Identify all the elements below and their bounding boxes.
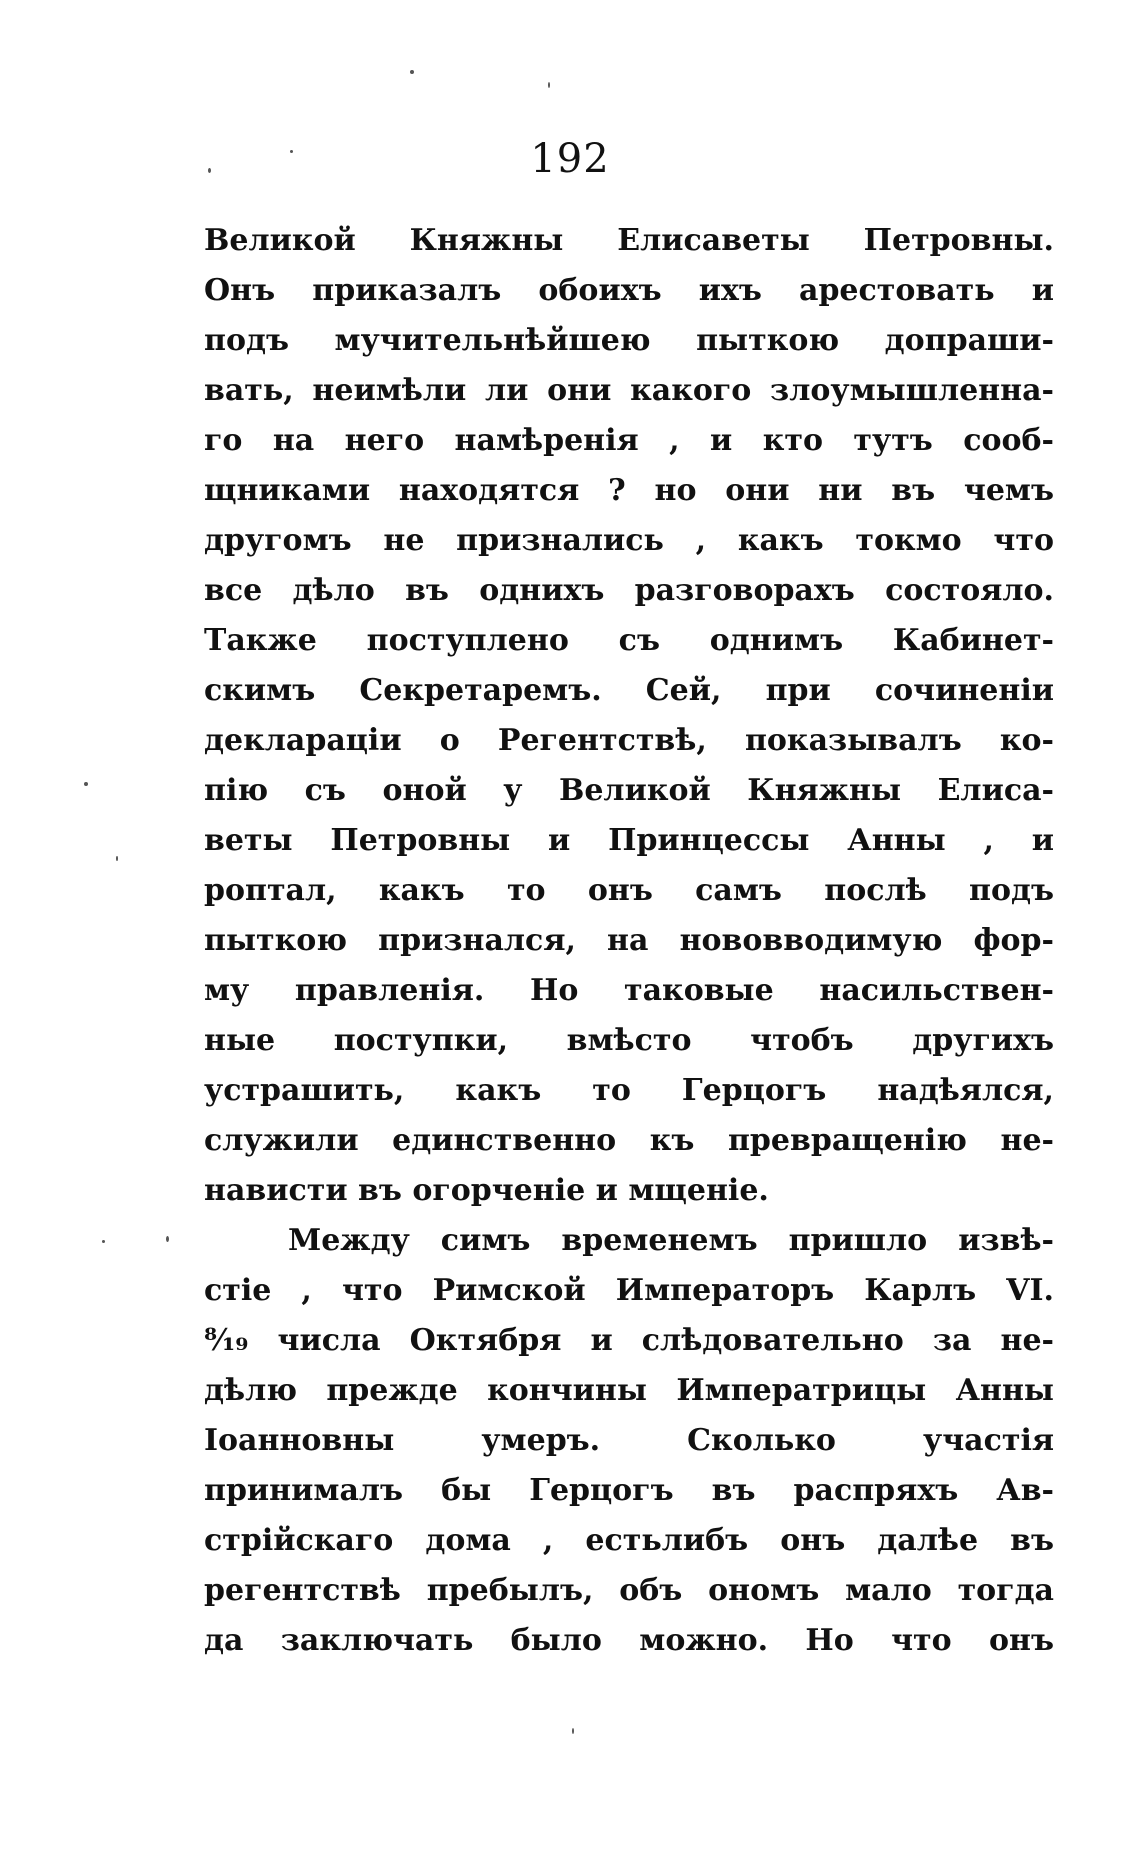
text-line: веты Петровны и Принцессы Анны , и	[204, 823, 1054, 858]
scan-speck	[84, 782, 88, 786]
text-line: ⁸⁄₁₉ числа Октября и слѣдовательно за не-	[204, 1323, 1054, 1358]
scan-speck	[208, 168, 211, 173]
text-line: служили единственно къ превращенію не-	[204, 1123, 1054, 1158]
scan-speck	[410, 70, 414, 74]
text-line: пію съ оной у Великой Княжны Елиса-	[204, 773, 1054, 808]
scan-speck	[290, 150, 293, 153]
text-line: другомъ не признались , какъ токмо что	[204, 523, 1054, 558]
scan-speck	[548, 82, 550, 88]
text-line: Іоанновны умеръ. Сколько участія	[204, 1423, 1054, 1458]
page-number: 192	[530, 136, 610, 182]
text-line: Также поступлено съ однимъ Кабинет-	[204, 623, 1054, 658]
scan-speck	[572, 1728, 574, 1734]
text-line: ные поступки, вмѣсто чтобъ другихъ	[204, 1023, 1054, 1058]
text-line: скимъ Секретаремъ. Сей, при сочиненіи	[204, 673, 1054, 708]
text-line: да заключать было можно. Но что онъ	[204, 1623, 1054, 1658]
text-line: вать, неимѣли ли они какого злоумышленна-	[204, 373, 1054, 408]
text-line: пыткою признался, на нововводимую фор-	[204, 923, 1054, 958]
text-line: дѣлю прежде кончины Императрицы Анны	[204, 1373, 1054, 1408]
text-line: устрашить, какъ то Герцогъ надѣялся,	[204, 1073, 1054, 1108]
text-line: принималъ бы Герцогъ въ распряхъ Ав-	[204, 1473, 1054, 1508]
text-line: го на него намѣренія , и кто тутъ сооб-	[204, 423, 1054, 458]
text-line: регентствѣ пребылъ, объ ономъ мало тогда	[204, 1573, 1054, 1608]
text-line: Великой Княжны Елисаветы Петровны.	[204, 223, 1054, 258]
scan-speck	[116, 856, 118, 861]
text-line: подъ мучительнѣйшею пыткою допраши-	[204, 323, 1054, 358]
text-line: Онъ приказалъ обоихъ ихъ арестовать и	[204, 273, 1054, 308]
body-text	[204, 216, 1054, 1666]
scan-speck	[102, 1240, 105, 1243]
text-line: все дѣло въ однихъ разговорахъ состояло.	[204, 573, 1054, 608]
text-line: стрійскаго дома , естьлибъ онъ далѣе въ	[204, 1523, 1054, 1558]
scan-speck	[166, 1236, 169, 1242]
text-line: нависти въ огорченіе и мщеніе.	[204, 1173, 769, 1208]
text-line: щниками находятся ? но они ни въ чемъ	[204, 473, 1054, 508]
text-line: стіе , что Римской Императоръ Карлъ VI.	[204, 1273, 1054, 1308]
text-line: роптал, какъ то онъ самъ послѣ подъ	[204, 873, 1054, 908]
text-line: Между симъ временемъ пришло извѣ-	[288, 1223, 1054, 1258]
text-line: му правленія. Но таковые насильствен-	[204, 973, 1054, 1008]
text-line: декларацiи о Регентствѣ, показывалъ ко-	[204, 723, 1054, 758]
